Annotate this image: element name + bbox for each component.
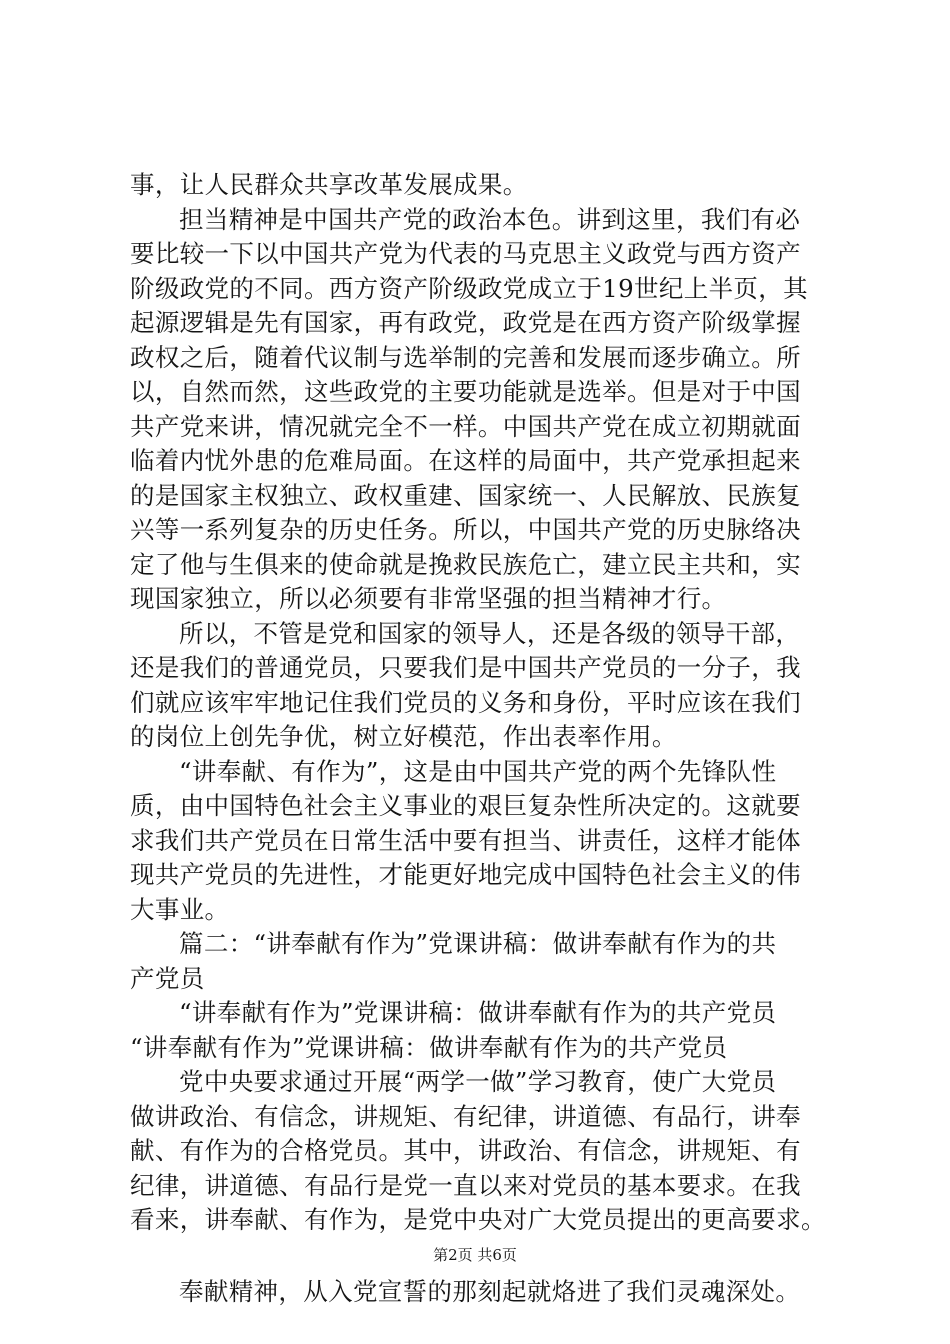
page-footer xyxy=(0,1245,950,1265)
page-number-label: 第2页 共6页 xyxy=(433,1246,517,1264)
text-line: 阶级政党的不同。西方资产阶级政党成立于19世纪上半页，其 xyxy=(130,273,808,303)
text-line: 现共产党员的先进性，才能更好地完成中国特色社会主义的伟 xyxy=(130,860,801,889)
text-line: 大事业。 xyxy=(130,894,230,924)
text-line: “讲奉献有作为”党课讲稿：做讲奉献有作为的共产党员 xyxy=(130,1032,728,1062)
text-line: 起源逻辑是先有国家，再有政党，政党是在西方资产阶级掌握 xyxy=(130,308,801,337)
text-line: 篇二：“讲奉献有作为”党课讲稿：做讲奉献有作为的共 xyxy=(179,929,777,958)
text-line: 临着内忧外患的危难局面。在这样的局面中，共产党承担起来 xyxy=(130,446,801,475)
text-line: 求我们共产党员在日常生活中要有担当、讲责任，这样才能体 xyxy=(130,825,801,855)
text-line: 所以，不管是党和国家的领导人，还是各级的领导干部， xyxy=(179,618,801,648)
document-body xyxy=(130,168,850,1309)
text-line: 的是国家主权独立、政权重建、国家统一、人民解放、民族复 xyxy=(130,480,801,510)
text-line: 奉献精神，从入党宣誓的那刻起就烙进了我们灵魂深处。 xyxy=(179,1276,801,1306)
text-line: 以，自然而然，这些政党的主要功能就是选举。但是对于中国 xyxy=(130,377,801,406)
text-line: “讲奉献、有作为”，这是由中国共产党的两个先锋队性 xyxy=(179,756,777,786)
text-line: 纪律，讲道德、有品行是党一直以来对党员的基本要求。在我 xyxy=(130,1170,801,1200)
text-line: “讲奉献有作为”党课讲稿：做讲奉献有作为的共产党员 xyxy=(179,998,777,1027)
text-line: 定了他与生俱来的使命就是挽救民族危亡，建立民主共和，实 xyxy=(130,549,801,579)
text-line: 事，让人民群众共享改革发展成果。 xyxy=(130,170,528,199)
text-line: 兴等一系列复杂的历史任务。所以，中国共产党的历史脉络决 xyxy=(130,515,801,544)
text-line: 看来，讲奉献、有作为，是党中央对广大党员提出的更高要求。 xyxy=(130,1205,826,1234)
text-line: 共产党来讲，情况就完全不一样。中国共产党在成立初期就面 xyxy=(130,411,801,441)
text-line: 政权之后，随着代议制与选举制的完善和发展而逐步确立。所 xyxy=(130,342,801,372)
text-line: 的岗位上创先争优，树立好模范，作出表率作用。 xyxy=(130,722,677,751)
text-line: 党中央要求通过开展“两学一做”学习教育，使广大党员 xyxy=(179,1067,777,1096)
text-line: 献、有作为的合格党员。其中，讲政治、有信念，讲规矩、有 xyxy=(130,1136,801,1165)
text-line: 还是我们的普通党员，只要我们是中国共产党员的一分子，我 xyxy=(130,653,801,682)
text-line: 做讲政治、有信念，讲规矩、有纪律，讲道德、有品行，讲奉 xyxy=(130,1101,801,1131)
text-line: 要比较一下以中国共产党为代表的马克思主义政党与西方资产 xyxy=(130,239,801,268)
text-line: 现国家独立，所以必须要有非常坚强的担当精神才行。 xyxy=(130,584,727,613)
text-line: 产党员 xyxy=(130,963,205,993)
text-line: 们就应该牢牢地记住我们党员的义务和身份，平时应该在我们 xyxy=(130,687,801,717)
text-line: 质，由中国特色社会主义事业的艰巨复杂性所决定的。这就要 xyxy=(130,791,801,820)
text-line: 担当精神是中国共产党的政治本色。讲到这里，我们有必 xyxy=(179,204,801,234)
